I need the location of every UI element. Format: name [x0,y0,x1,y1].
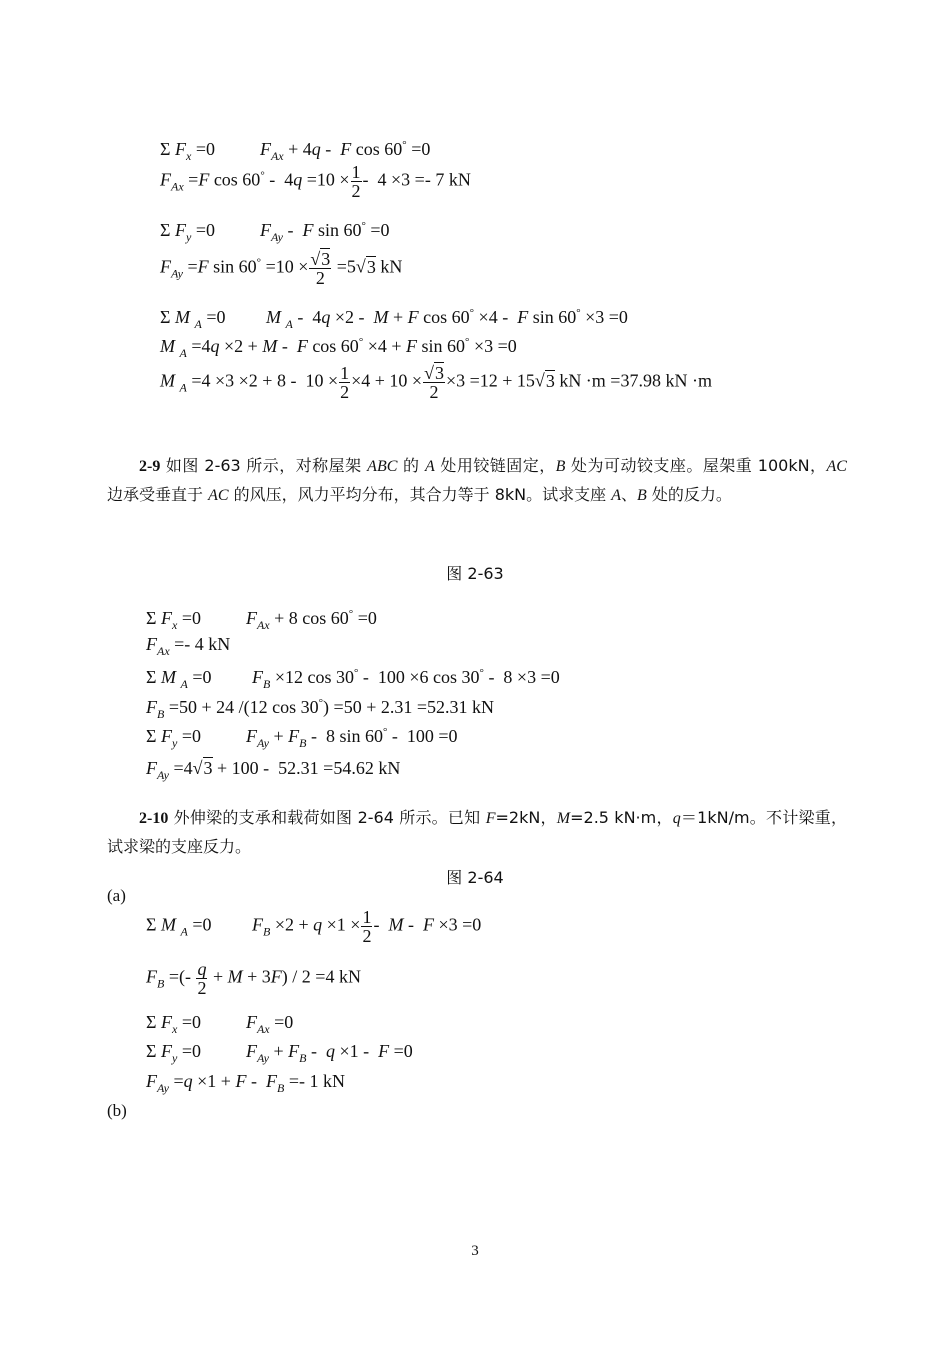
equation-sum-ma-2: Σ M $_A$ =0 $F_B \times 12$ cos 30° - 100 ×6 cos 30° - 8 ×3 =0 [146,667,560,691]
equation-sum-ma-1: Σ M $_A$ =0 M $_A$ - 4q ×2 - M + F cos 60° ×4 - F sin 60° ×3 =0 [160,307,628,331]
equation-fay-3: $F_{Ay} =q \times 1 + F - F_B =- 1$ kN [146,1071,345,1095]
equation-sum-fx-2: Σ $F_x =0$ $F_{Ax} + 8$ cos 60° =0 [146,608,377,632]
part-a-label: (a) [107,886,126,905]
equation-sum-fy-1: Σ $F_y =0$ $F_{Ay}$ - F sin 60° =0 [160,220,390,244]
figure-caption-2-63: 图 2-63 [446,564,504,583]
equation-fax-2: $F_{Ax} =- 4$ kN [146,634,231,658]
equation-sum-ma-3: Σ M $_A$ =0 $F_B \times 2 + q \times 1$ × $\frac{1}{2}$ - M - F ×3 =0 [146,907,482,946]
problem-2-9-text: 2-9 如图 2-63 所示，对称屋架 ABC 的 A 处用铰链固定，B 处为可动铰支座。屋架重 100kN，AC 边承受垂直于 AC 的风压，风力平均分布，其合力等于 8kN。试求支座 A、B 处的反力。 [107,456,847,504]
figure-caption-2-64: 图 2-64 [446,868,504,887]
page-number: 3 [471,1243,479,1259]
equation-fb-1: $F_B =50 + 24$ /(12 cos 30°) =50 + 2.31 =52.31 kN [146,697,494,721]
equation-sum-fx-1: Σ $F_x =0$ $F_{Ax} + 4q - F$ cos 60° =0 [160,139,431,163]
equation-fax-1: $F_{Ax} =F$ cos 60° - 4q =10 × $\frac{1}{2}$ - 4 ×3 =- 7 kN [160,162,471,201]
equation-fay-2: $F_{Ay} =4√3 + 100 - 52.31 =54.62$ kN [146,758,401,782]
equation-ma-1: M $_A$ =4q ×2 + M - F cos 60° ×4 + F sin 60° ×3 =0 [160,336,517,360]
equation-fay-1: $F_{Ay} =F$ sin 60° =10 × $\frac{√3}{2}$ =5√3 kN [160,249,403,288]
equation-sum-fy-3: Σ $F_y =0$ $F_{Ay} + F_B - q \times 1 - F =0$ [146,1041,413,1065]
equation-fb-2: $F_B$ =(- $\frac{q}{2}$ + M + 3F) / 2 =4 kN [146,959,361,998]
equation-sum-fy-2: Σ $F_y =0$ $F_{Ay} + F_B - 8$ sin 60° - 100 =0 [146,726,458,750]
problem-2-10-text: 2-10 外伸梁的支承和载荷如图 2-64 所示。已知 F=2kN，M=2.5 kN·m，q＝1kN/m。不计梁重，试求梁的支座反力。 [107,808,847,856]
equation-ma-2: M $_A$ =4 ×3 ×2 + 8 - 10 × $\frac{1}{2}$ ×4 + 10 × $\frac{√3}{2}$ ×3 =12 + 15√3 kN ·m =37.98 kN ·m [160,363,712,402]
equation-sum-fx-3: Σ $F_x =0$ $F_{Ax} =0$ [146,1012,294,1036]
part-b-label: (b) [107,1101,127,1120]
